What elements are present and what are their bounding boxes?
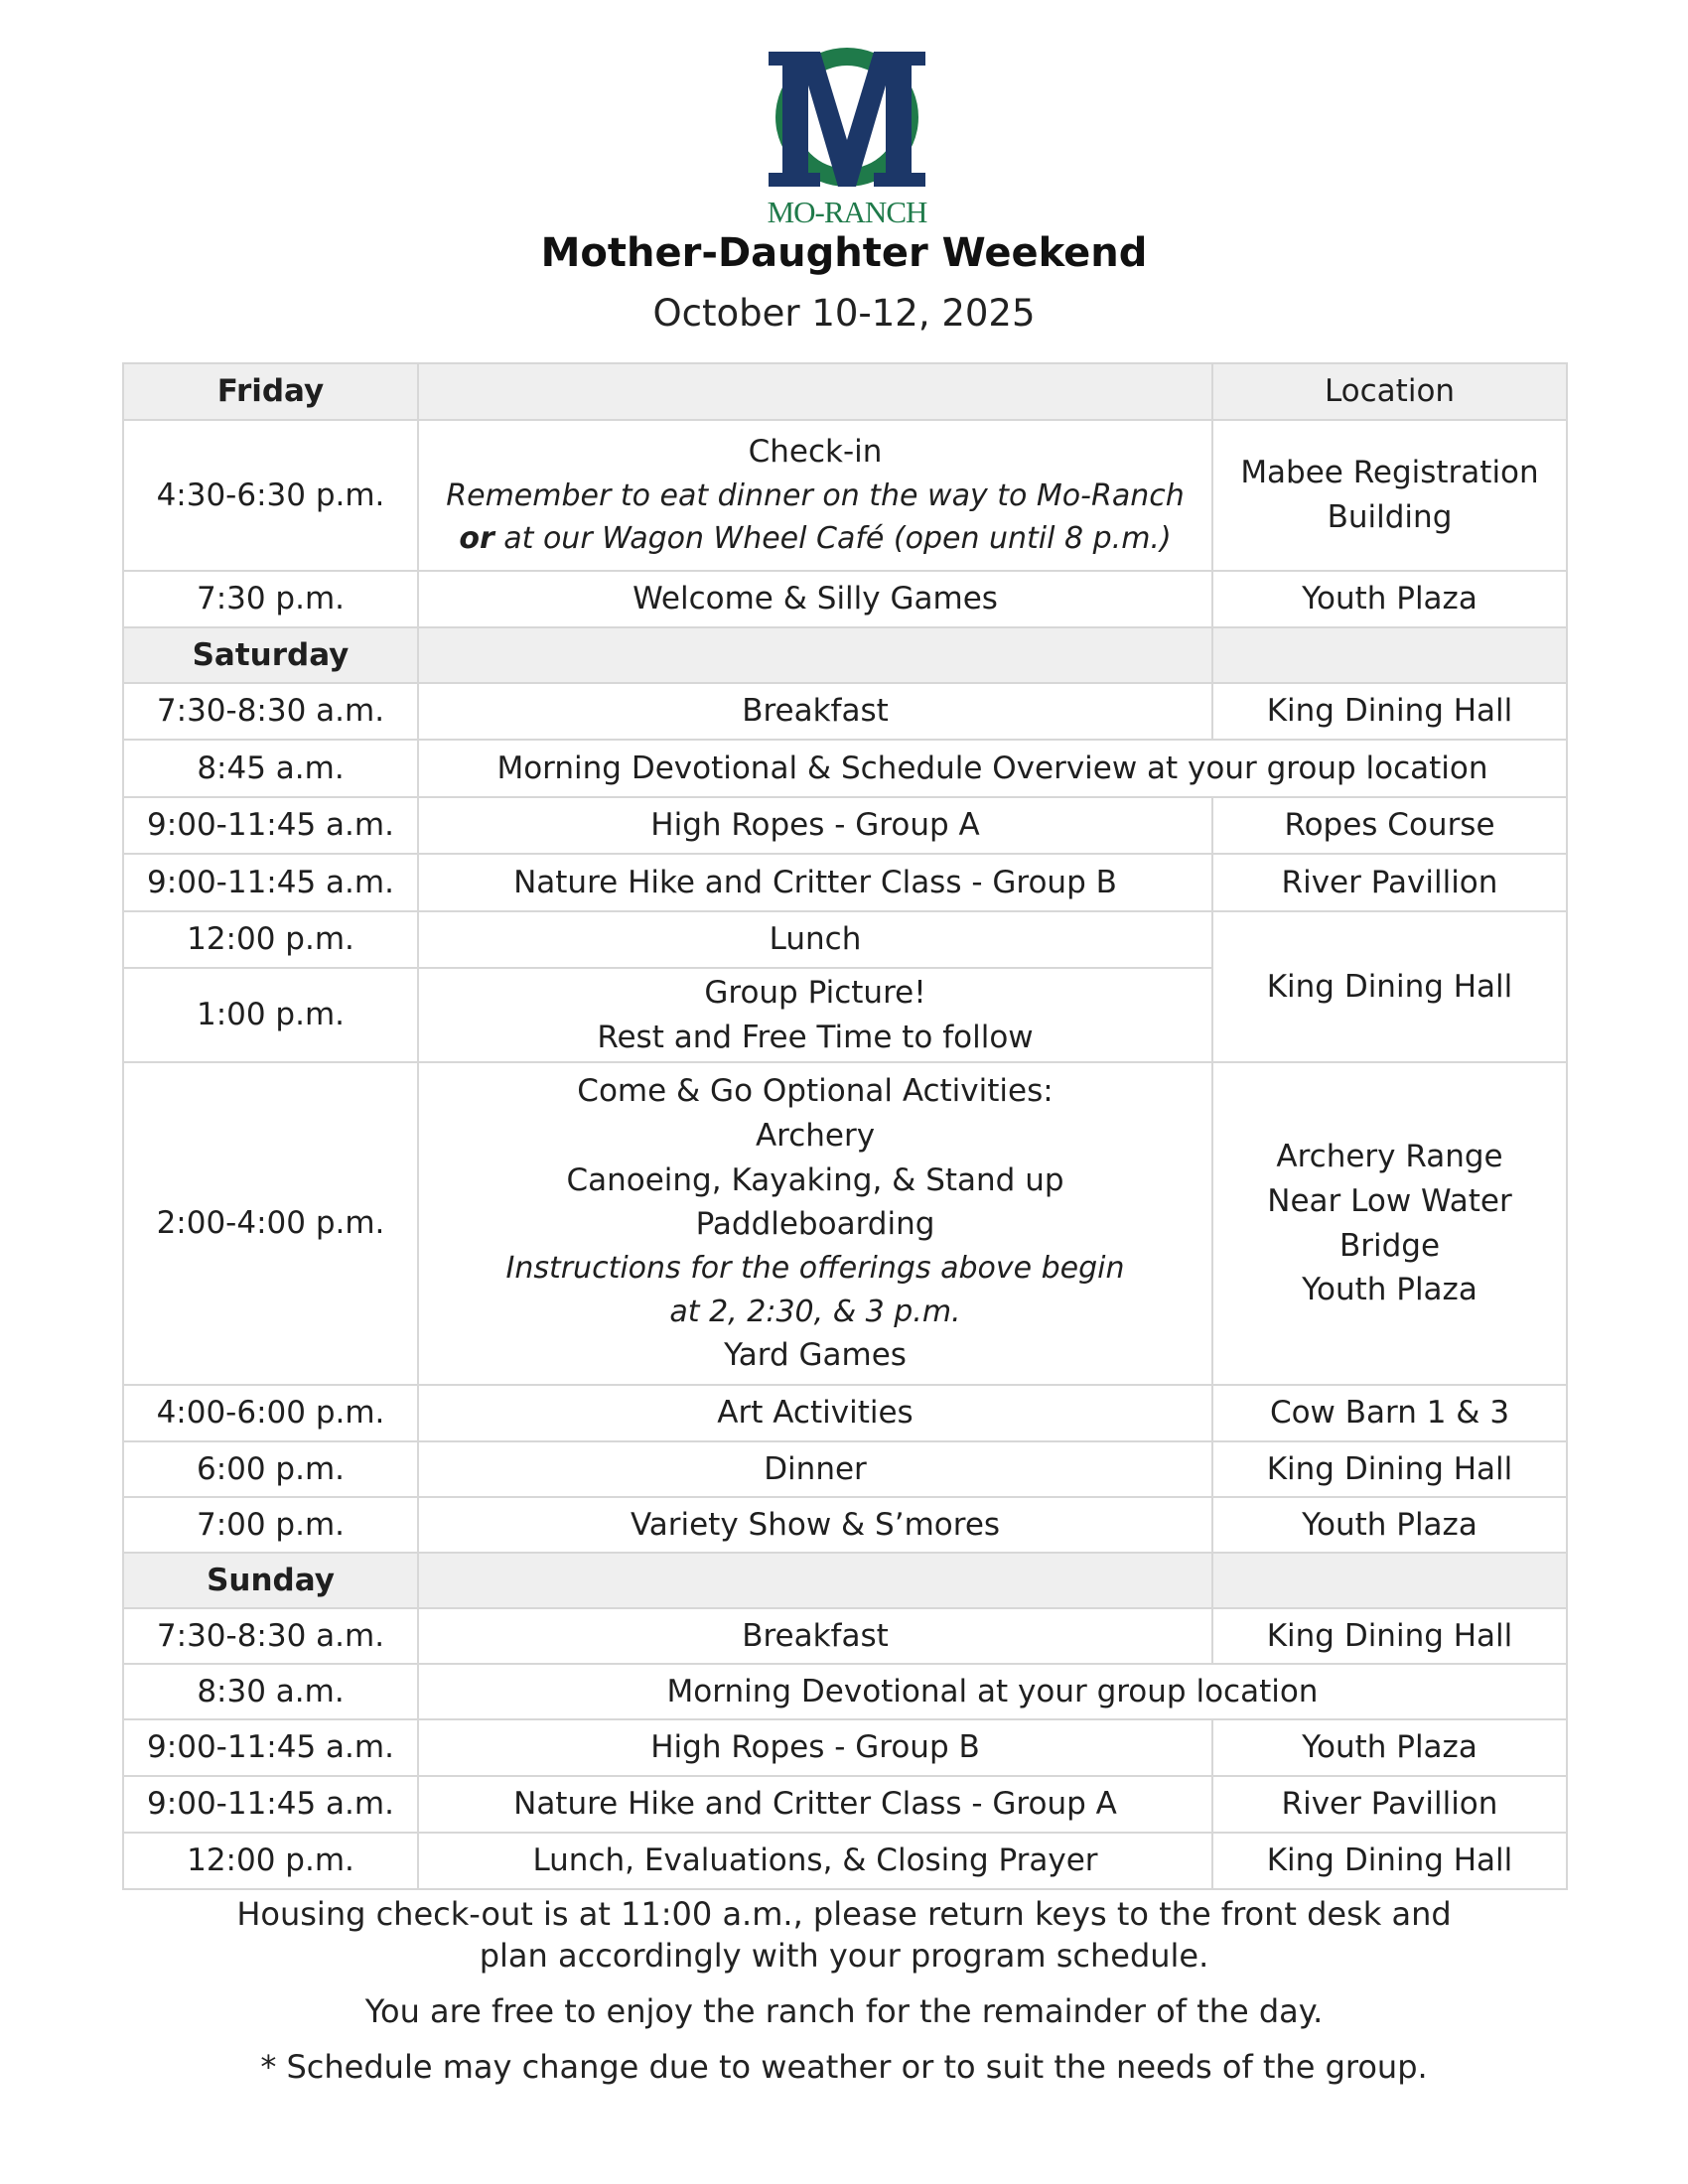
schedule-table	[122, 362, 1568, 1890]
activity-cell: High Ropes - Group A	[418, 797, 1212, 854]
time-cell: 7:30 p.m.	[123, 571, 418, 627]
location-cell: King Dining Hall	[1212, 1441, 1567, 1497]
activity-cell: Morning Devotional at your group location	[418, 1664, 1567, 1719]
activity-line: Come & Go Optional Activities:	[577, 1072, 1054, 1109]
table-row	[123, 1608, 1567, 1664]
location-cell: King Dining Hall	[1212, 911, 1567, 1062]
emphasis-text: or	[459, 521, 494, 557]
activity-cell: Breakfast	[418, 1608, 1212, 1664]
location-cell: Youth Plaza	[1212, 1719, 1567, 1776]
header-blank	[1212, 1553, 1567, 1608]
time-cell: 6:00 p.m.	[123, 1441, 418, 1497]
location-cell: King Dining Hall	[1212, 683, 1567, 740]
activity-cell: Dinner	[418, 1441, 1212, 1497]
day-label: Sunday	[123, 1553, 418, 1608]
activity-cell: Welcome & Silly Games	[418, 571, 1212, 627]
time-cell: 7:30-8:30 a.m.	[123, 1608, 418, 1664]
activity-note-rest: at our Wagon Wheel Café (open until 8 p.m.)	[493, 521, 1172, 557]
location-cell: Youth Plaza	[1212, 571, 1567, 627]
activity-cell	[418, 420, 1212, 571]
table-row	[123, 1719, 1567, 1776]
table-row	[123, 1776, 1567, 1833]
activity-line: Canoeing, Kayaking, & Stand up	[566, 1161, 1064, 1198]
time-cell: 9:00-11:45 a.m.	[123, 1776, 418, 1833]
table-row	[123, 571, 1567, 627]
header-blank	[418, 1553, 1212, 1608]
time-cell: 7:30-8:30 a.m.	[123, 683, 418, 740]
time-cell: 9:00-11:45 a.m.	[123, 1719, 418, 1776]
day-header-sunday	[123, 1553, 1567, 1608]
activity-cell: Lunch, Evaluations, & Closing Prayer	[418, 1833, 1212, 1889]
location-line: Building	[1327, 499, 1453, 535]
table-row	[123, 1664, 1567, 1719]
location-header: Location	[1212, 363, 1567, 420]
location-cell: Ropes Course	[1212, 797, 1567, 854]
day-header-saturday	[123, 627, 1567, 683]
time-cell: 1:00 p.m.	[123, 968, 418, 1062]
time-cell: 4:00-6:00 p.m.	[123, 1385, 418, 1441]
brand-name: MO-RANCH	[767, 195, 927, 229]
activity-line: Paddleboarding	[695, 1206, 935, 1243]
table-row	[123, 1441, 1567, 1497]
table-row	[123, 740, 1567, 797]
time-cell: 2:00-4:00 p.m.	[123, 1062, 418, 1385]
day-label: Friday	[123, 363, 418, 420]
activity-note: Instructions for the offerings above begin	[505, 1251, 1125, 1287]
location-line: Mabee Registration	[1240, 455, 1539, 491]
activity-line: Archery	[755, 1117, 876, 1154]
time-cell: 9:00-11:45 a.m.	[123, 854, 418, 911]
time-cell: 12:00 p.m.	[123, 1833, 418, 1889]
time-cell: 4:30-6:30 p.m.	[123, 420, 418, 571]
location-line: Near Low Water	[1267, 1182, 1512, 1219]
header-blank	[418, 627, 1212, 683]
location-line: Youth Plaza	[1302, 1272, 1477, 1308]
time-cell: 8:30 a.m.	[123, 1664, 418, 1719]
activity-cell	[418, 1062, 1212, 1385]
table-row	[123, 1062, 1567, 1385]
time-cell: 9:00-11:45 a.m.	[123, 797, 418, 854]
activity-line: Yard Games	[724, 1337, 907, 1374]
time-cell: 8:45 a.m.	[123, 740, 418, 797]
location-cell	[1212, 1062, 1567, 1385]
activity-note: at 2, 2:30, & 3 p.m.	[669, 1294, 961, 1329]
location-cell: River Pavillion	[1212, 1776, 1567, 1833]
activity-cell: High Ropes - Group B	[418, 1719, 1212, 1776]
location-cell: River Pavillion	[1212, 854, 1567, 911]
activity-cell: Nature Hike and Critter Class - Group A	[418, 1776, 1212, 1833]
activity-cell	[418, 968, 1212, 1062]
location-cell: King Dining Hall	[1212, 1833, 1567, 1889]
header-blank	[418, 363, 1212, 420]
header-blank	[1212, 627, 1567, 683]
activity-cell: Breakfast	[418, 683, 1212, 740]
enjoy-note: You are free to enjoy the ranch for the remainder of the day.	[364, 1992, 1324, 2030]
location-line: Bridge	[1338, 1227, 1441, 1264]
activity-cell: Nature Hike and Critter Class - Group B	[418, 854, 1212, 911]
location-cell: Youth Plaza	[1212, 1497, 1567, 1553]
activity-note: Remember to eat dinner on the way to Mo-Ranch	[446, 478, 1185, 513]
activity-note	[427, 517, 1203, 561]
time-cell: 12:00 p.m.	[123, 911, 418, 968]
time-cell: 7:00 p.m.	[123, 1497, 418, 1553]
activity-cell: Lunch	[418, 911, 1212, 968]
table-row	[123, 797, 1567, 854]
table-row	[123, 1497, 1567, 1553]
checkout-note: Housing check-out is at 11:00 a.m., please return keys to the front desk and plan accordingly with your program schedule.	[236, 1895, 1452, 1975]
activity-line: Rest and Free Time to follow	[597, 1019, 1034, 1055]
activity-cell: Art Activities	[418, 1385, 1212, 1441]
location-line: Archery Range	[1276, 1138, 1503, 1174]
table-row	[123, 911, 1567, 968]
table-row	[123, 1833, 1567, 1889]
event-dates: October 10-12, 2025	[652, 292, 1036, 335]
table-row	[123, 854, 1567, 911]
location-cell	[1212, 420, 1567, 571]
activity-cell: Variety Show & S’mores	[418, 1497, 1212, 1553]
activity-title: Check-in	[748, 434, 883, 471]
schedule-disclaimer: * Schedule may change due to weather or to suit the needs of the group.	[260, 2048, 1428, 2086]
table-row	[123, 420, 1567, 571]
page-title: Mother-Daughter Weekend	[540, 230, 1148, 276]
day-header-friday	[123, 363, 1567, 420]
table-row	[123, 1385, 1567, 1441]
location-cell: King Dining Hall	[1212, 1608, 1567, 1664]
activity-cell: Morning Devotional & Schedule Overview at your group location	[418, 740, 1567, 797]
day-label: Saturday	[123, 627, 418, 683]
activity-line: Group Picture!	[704, 974, 926, 1011]
location-cell: Cow Barn 1 & 3	[1212, 1385, 1567, 1441]
table-row	[123, 683, 1567, 740]
